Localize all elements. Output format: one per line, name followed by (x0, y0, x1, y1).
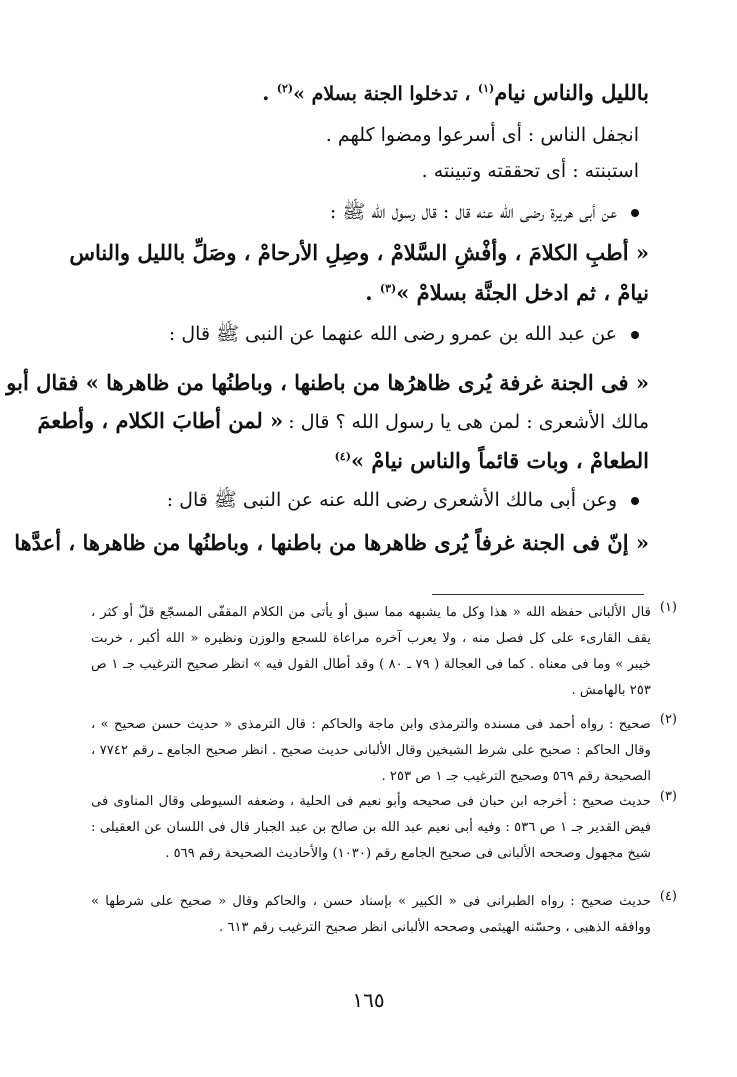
footnote-2: صحيح : رواه أحمد فى مسنده والترمذى وابن ماجة والحاكم : قال الترمذى « حديث حسن صحيح » ، وقال الحاكم : صحيح على شرط الشيخين وقال الألبانى حديث صحيح . انظر صحيح الجامع ـ رقم ٧٧٤٢ ، الصحيحة رقم ٥٦٩ وصحيح الترغيب جـ ١ ص ٢٥٣ . (91, 717, 651, 784)
footnote-ref-2: (٢) (276, 82, 294, 95)
footnote-4-number: (٤) (659, 889, 677, 904)
footnote-2-number: (٢) (659, 712, 677, 727)
footnote-ref-4: (٤) (334, 450, 351, 463)
hadith-text-3a: « إنّ فى الجنة غرفاً يُرى ظاهرها من باطنها ، وباطنُها من ظاهرها ، أعدَّها (14, 530, 649, 555)
footnote-4: حديث صحيح : رواه الطبرانى فى « الكبير » بإسناد حسن ، والحاكم وقال « صحيح على شرطها » ووافقه الذهبى ، وحسّنه الهيثمى وصححه الألبانى انظر صحيح الترغيب رقم ٦١٣ . (91, 894, 651, 935)
hadith-intro-2 (169, 322, 639, 350)
text-line-2: انجفل الناس : أى أسرعوا ومضوا كلهم . (325, 124, 639, 146)
text-line-3: استبنته : أى تحققته وتبينته . (421, 160, 639, 182)
hadith-intro-3 (167, 488, 639, 516)
hadith-text-1b-text: نيامْ ، ثم ادخل الجنَّة بسلامْ » (396, 280, 649, 305)
bullet-icon (631, 497, 639, 505)
text-line-1 (262, 80, 649, 105)
line-1-text: بالليل والناس نيام (494, 80, 649, 105)
hadith-text-2b (37, 408, 649, 433)
hadith-intro-3-text: وعن أبى مالك الأشعرى رضى الله عنه عن النبى ﷺ قال : (166, 489, 617, 511)
footnote-1-number: (١) (659, 600, 677, 615)
bullet-icon (631, 331, 639, 339)
hadith-text-2a: « فى الجنة غرفة يُرى ظاهرُها من باطنها ، وباطنُها من ظاهرها » فقال أبو (6, 370, 649, 395)
bullet-icon (631, 209, 639, 217)
footnote-ref-1: (١) (477, 82, 495, 95)
footnote-1: قال الألبانى حفظه الله « هذا وكل ما يشبهه مما سبق أو يأتى من الكلام المقفّى المسجّع قلّ أو كثر ، يقف القارىء على كل فصل منه ، ولا يعرب آخره مراعاة للسجع والوزن ونظيره « الله أكبر ، خربت خيبر » وما فى معناه . كما فى العجالة ( ٧٩ ـ ٨٠ ) وقد أطال القول فيه » انظر صحيح الترغيب جـ ١ ص ٢٥٣ بالهامش . (91, 605, 651, 698)
hadith-intro-1 (330, 200, 639, 228)
line-1-end: . (262, 80, 270, 105)
footnote-ref-3: (٣) (379, 282, 397, 295)
hadith-text-2b-question: مالك الأشعرى : لمن هى يا رسول الله ؟ قال : (288, 411, 649, 433)
line-1-rest: ، تدخلوا الجنة بسلام » (293, 83, 471, 105)
footnote-3: حديث صحيح : أخرجه ابن حبان فى صحيحه وأبو نعيم فى الحلية ، وضعفه السيوطى وقال المناوى فى فيض القدير جـ ١ ص ٥٣٦ : وفيه أبى نعيم عبد الله بن صالح بن عبد الجبار قال فى اللسان عن العقيلى : شيخ مجهول وصححه الألبانى فى صحيح الجامع رقم (١٠٣٠) والأحاديث الصحيحة رقم ٥٦٩ . (91, 794, 652, 861)
hadith-text-2c (335, 448, 649, 473)
page-number: ١٦٥ (352, 988, 385, 1012)
footnote-3-number: (٣) (659, 789, 677, 804)
hadith-text-1b-end: . (365, 280, 373, 305)
hadith-text-2b-answer: « لمن أطابَ الكلام ، وأطعمَ (37, 408, 284, 433)
hadith-intro-1-text: عن أبى هريرة رضى الله عنه قال : قال رسول الله ﷺ : (329, 201, 617, 223)
hadith-text-1a: « أطبِ الكلامَ ، وأفْشِ السَّلامْ ، وصِلِ الأرحامْ ، وصَلِّ بالليل والناس (69, 240, 649, 265)
hadith-text-1b (365, 280, 649, 305)
hadith-text-2c-text: الطعامْ ، وبات قائماً والناس نيامْ » (350, 448, 649, 473)
hadith-intro-2-text: عن عبد الله بن عمرو رضى الله عنهما عن النبى ﷺ قال : (168, 323, 617, 345)
footnote-divider (432, 594, 644, 595)
